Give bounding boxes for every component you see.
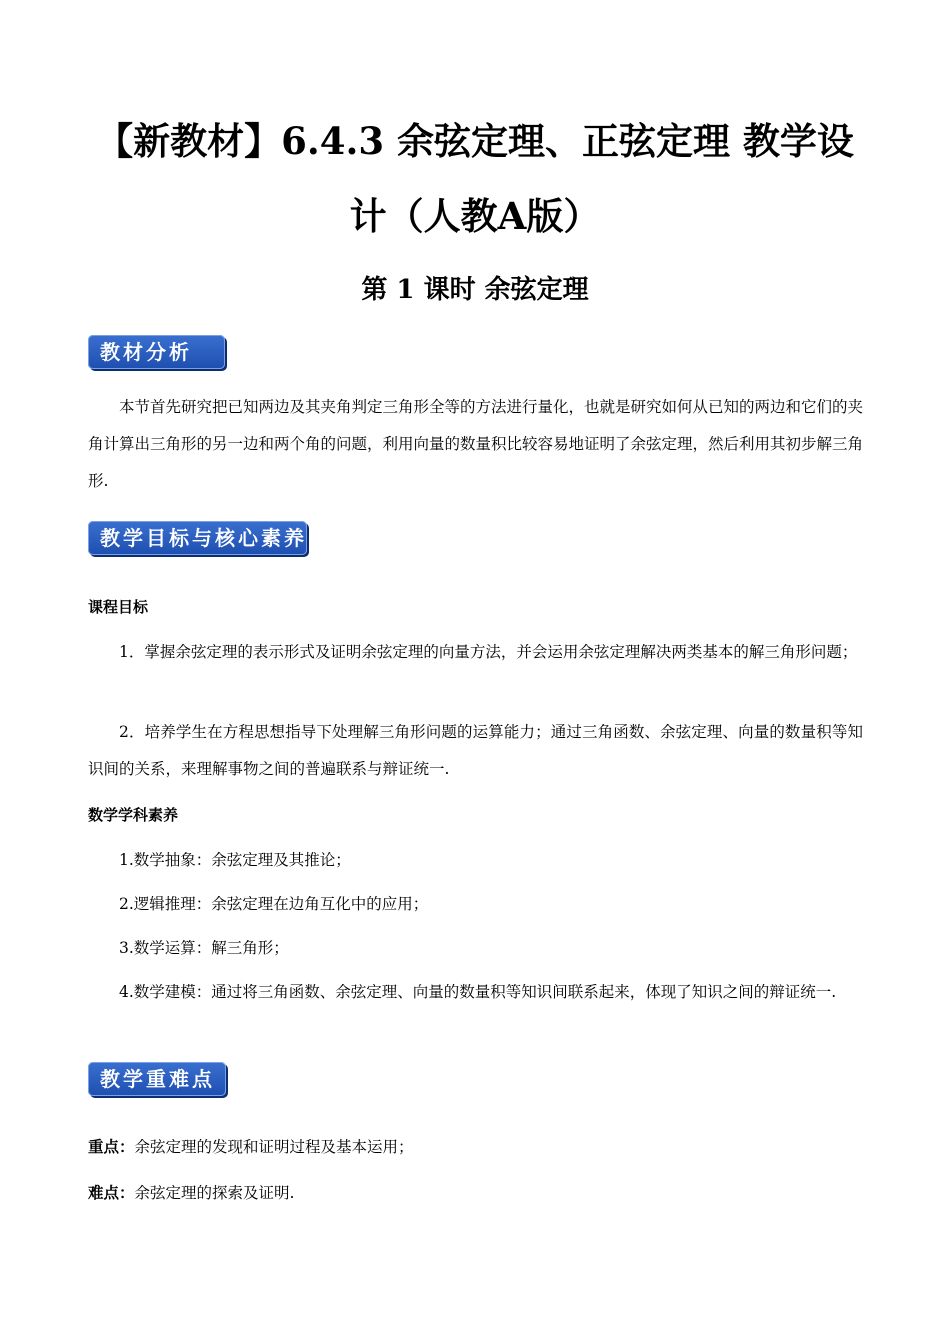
key-point-text: 余弦定理的发现和证明过程及基本运用； xyxy=(134,1138,414,1156)
document-title-line2: 计（人教A版） xyxy=(349,194,601,238)
section-badge-keypoints: 教学重难点 xyxy=(88,1062,226,1096)
literacy-item: 1.数学抽象：余弦定理及其推论； xyxy=(119,851,351,869)
literacy-label: 数学学科素养 xyxy=(88,806,179,824)
difficult-point-text: 余弦定理的探索及证明. xyxy=(134,1184,295,1202)
difficult-point-label: 难点： xyxy=(88,1184,135,1202)
section-badge-analysis: 教材分析 xyxy=(88,335,225,369)
literacy-item: 3.数学运算：解三角形； xyxy=(119,939,289,957)
difficult-point-line xyxy=(88,1181,294,1205)
literacy-item: 4.数学建模：通过将三角函数、余弦定理、向量的数量积等知识间联系起来，体现了知识之间的辩证统一. xyxy=(119,983,837,1001)
key-point-line xyxy=(88,1135,414,1159)
lesson-subtitle: 第 1 课时 余弦定理 xyxy=(361,275,589,305)
course-goal-item: 2．培养学生在方程思想指导下处理解三角形问题的运算能力；通过三角函数、余弦定理、向量的数量积等知识间的关系，来理解事物之间的普遍联系与辩证统一. xyxy=(88,723,863,778)
section-badge-goals: 教学目标与核心素养 xyxy=(88,521,307,555)
literacy-item: 2.逻辑推理：余弦定理在边角互化中的应用； xyxy=(119,895,429,913)
course-goals-label: 课程目标 xyxy=(88,598,149,616)
document-title-line1: 【新教材】6.4.3 余弦定理、正弦定理 教学设 xyxy=(96,119,854,163)
analysis-paragraph: 本节首先研究把已知两边及其夹角判定三角形全等的方法进行量化，也就是研究如何从已知的两边和它们的夹角计算出三角形的另一边和两个角的问题，利用向量的数量积比较容易地证明了余弦定理，然后利用其初步解三角形. xyxy=(88,398,864,490)
course-goal-item: 1．掌握余弦定理的表示形式及证明余弦定理的向量方法，并会运用余弦定理解决两类基本的解三角形问题； xyxy=(119,643,858,661)
key-point-label: 重点： xyxy=(88,1138,135,1156)
